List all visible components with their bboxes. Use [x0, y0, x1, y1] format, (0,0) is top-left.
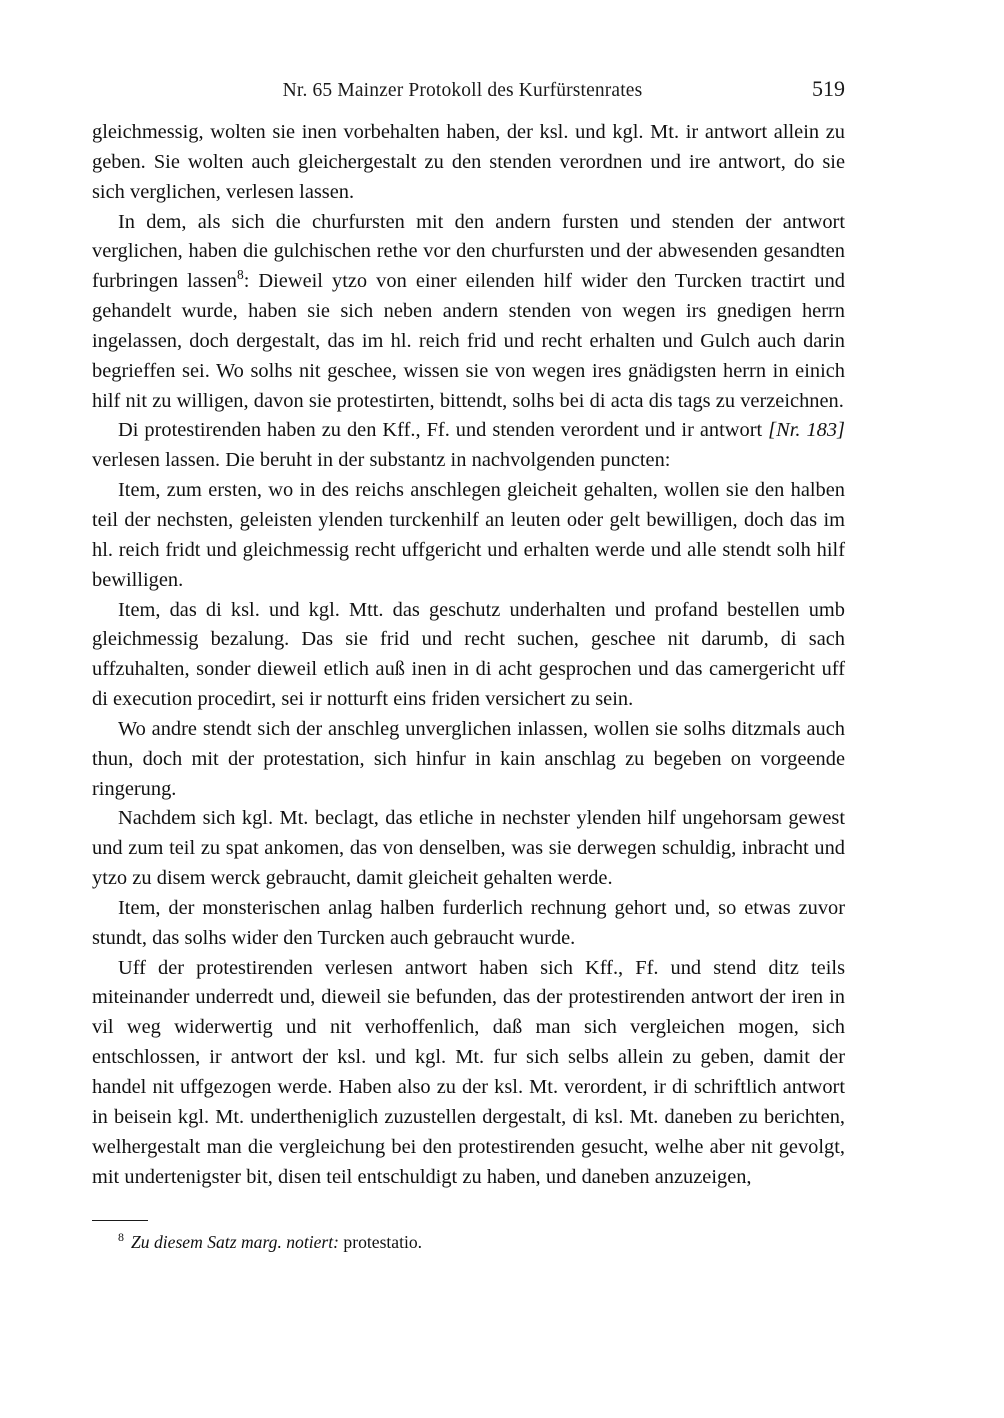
paragraph-2-text-after-footnote: : Dieweil ytzo von einer eilenden hilf wider den Turcken tractirt und gehandelt wurde, haben sie sich neben andern stenden von wegen irs gnedigen herrn ingelassen, doch dergestalt, das im hl. reich frid und recht erhalten und Gulch auch darin begrieffen sei. Wo solhs nit geschee, wissen sie von wegen ires gnädigsten herrn in einich hilf nit zu willigen, davon sie protestirten, bittendt, solhs bei di acta dis tags zu verzeichnen.	[92, 270, 845, 412]
paragraph-7: Nachdem sich kgl. Mt. beclagt, das etliche in nechster ylenden hilf ungehorsam gewest und zum teil zu spat ankomen, das von denselben, was sie derwegen schuldig, inbracht und ytzo zu disem werck gebraucht, damit gleicheit gehalten werde.	[92, 807, 845, 890]
paragraph-9: Uff der protestirenden verlesen antwort haben sich Kff., Ff. und stend ditz teils miteinander underredt und, dieweil sie befunden, das der protestirenden antwort der iren in vil weg widerwertig und nit verhoffenlich, daß man sich vergleichen mogen, sich entschlossen, ir antwort der ksl. und kgl. Mt. fur sich selbs allein zu geben, damit der handel nit uffgezogen werde. Haben also zu der ksl. Mt. verordent, ir di schriftlich antwort in beisein kgl. Mt. undertheniglich zuzustellen dergestalt, di ksl. Mt. daneben zu berichten, welhergestalt man die vergleichung bei den protestirenden gesucht, welhe aber nit gevolgt, mit undertenigster bit, disen teil entschuldigt zu haben, und daneben anzuzeigen,	[92, 956, 845, 1188]
paragraph-3-text-before-citation: Di protestirenden haben zu den Kff., Ff. und stenden verordent und ir antwort	[118, 419, 769, 442]
footnote-reference-8[interactable]: 8	[236, 267, 244, 283]
paragraph-6: Wo andre stendt sich der anschleg unverglichen inlassen, wollen sie solhs ditzmals auch thun, doch mit der protestation, sich hinfur in kain anschlag zu begeben on vorgeende ringerung.	[92, 717, 845, 800]
footnote-roman-text: protestatio.	[339, 1232, 423, 1252]
paragraph-3	[92, 416, 845, 476]
footnote-area	[92, 1220, 845, 1254]
footnote-number: 8	[118, 1230, 124, 1245]
body-text-block	[92, 118, 845, 1192]
running-head-title: Nr. 65 Mainzer Protokoll des Kurfürstenrates	[282, 80, 643, 101]
paragraph-1: gleichmessig, wolten sie inen vorbehalten haben, der ksl. und kgl. Mt. ir antwort allein zu geben. Sie wolten auch gleichergestalt zu den stenden verordnen und ire antwort, do sie sich verglichen, verlesen lassen.	[92, 121, 845, 203]
paragraph-5: Item, das di ksl. und kgl. Mtt. das geschutz underhalten und profand bestellen umb gleichmessig bezalung. Das sie frid und recht suchen, geschee nit darumb, di sach uffzuhalten, sonder dieweil etlich auß inen in di acht gesprochen und das camergericht uff di execution procedirt, sei ir notturft eins friden versichert zu sein.	[92, 598, 845, 711]
footnote-italic-text: Zu diesem Satz marg. notiert:	[130, 1232, 340, 1252]
running-head	[92, 76, 845, 104]
paragraph-2-text-before-footnote: In dem, als sich die churfursten mit den andern fursten und stenden der antwort verglichen, haben die gulchischen rethe vor den churfursten und der abwesenden gesandten furbringen lassen	[92, 210, 845, 293]
page-number: 519	[812, 76, 845, 101]
paragraph-4: Item, zum ersten, wo in des reichs anschlegen gleicheit gehalten, wollen sie den halben teil der nechsten, geleisten ylenden turckenhilf an leuten oder gelt bewilligen, doch das im hl. reich fridt und gleichmessig recht uffgericht und erhalten werde und alle stendt solh hilf bewilligen.	[92, 479, 845, 591]
paragraph-8: Item, der monsterischen anlag halben furderlich rechnung gehort und, so etwas zuvor stundt, das solhs wider den Turcken auch gebraucht wurde.	[92, 896, 845, 949]
cross-reference-citation[interactable]: [Nr. 183]	[768, 419, 845, 442]
paragraph-3-text-after-citation: verlesen lassen. Die beruht in der substantz in nachvolgenden puncten:	[92, 449, 671, 472]
footnote-separator-rule	[92, 1220, 148, 1221]
footnote-item	[92, 1230, 845, 1254]
paragraph-2	[92, 208, 845, 417]
